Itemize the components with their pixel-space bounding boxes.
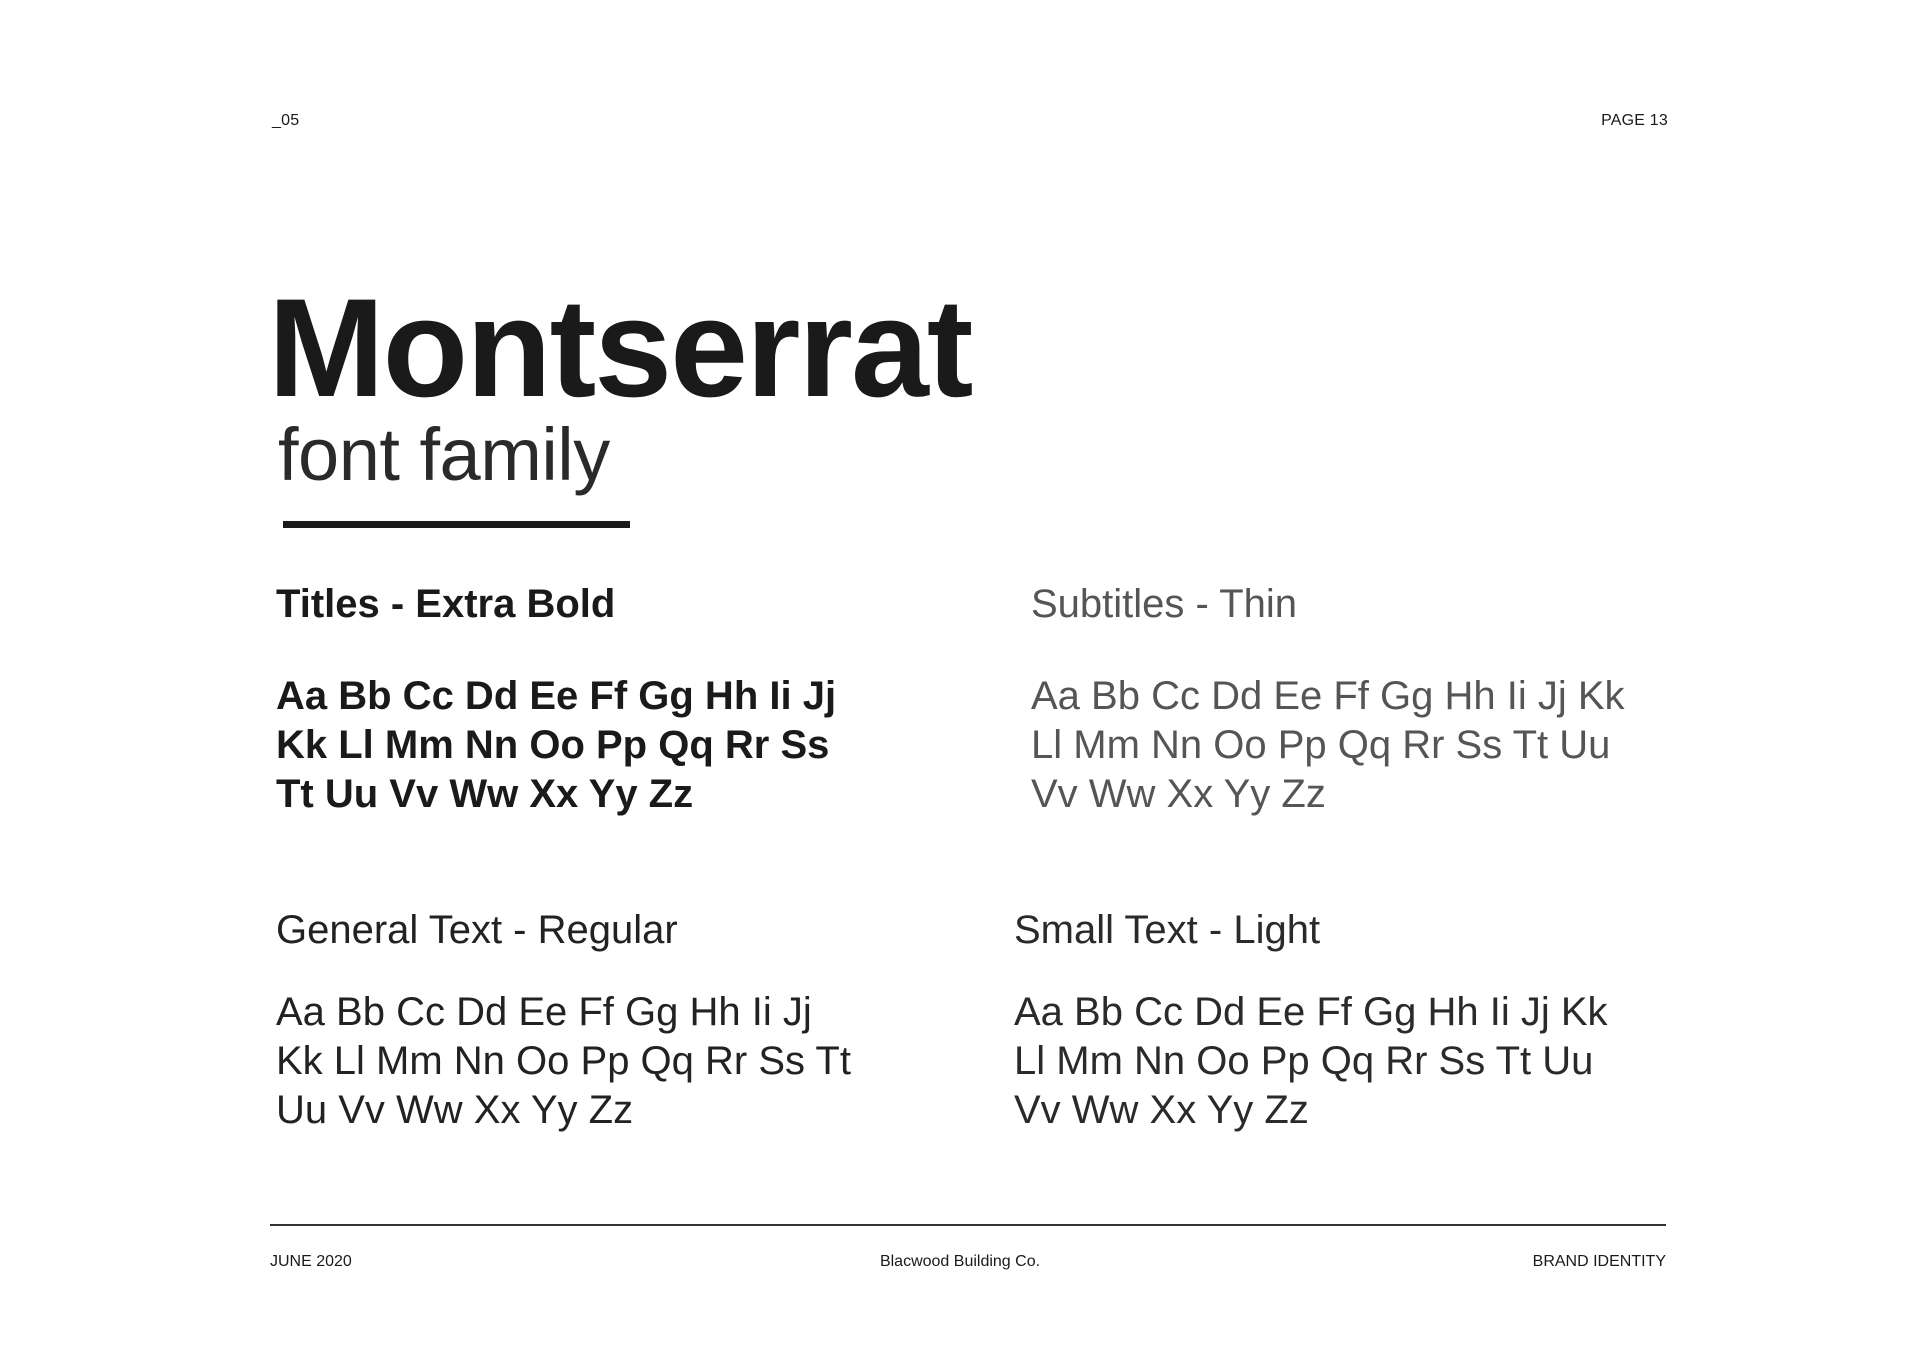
page-subtitle: font family bbox=[278, 413, 610, 496]
subtitles-heading: Subtitles - Thin bbox=[1031, 582, 1298, 626]
page-number: PAGE 13 bbox=[1601, 112, 1668, 129]
page-title: Montserrat bbox=[268, 269, 972, 426]
section-number: _05 bbox=[272, 112, 300, 129]
small-text-heading: Small Text - Light bbox=[1014, 908, 1321, 952]
footer-company: Blacwood Building Co. bbox=[879, 1253, 1041, 1270]
general-text-alphabet-sample: Aa Bb Cc Dd Ee Ff Gg Hh Ii Jj Kk Ll Mm Nn Oo Pp Qq Rr Ss Tt Uu Vv Ww Xx Yy Zz bbox=[276, 990, 851, 1132]
footer-date: JUNE 2020 bbox=[270, 1253, 352, 1270]
footer-document-type: BRAND IDENTITY bbox=[1532, 1253, 1666, 1270]
general-text-heading: General Text - Regular bbox=[276, 908, 678, 952]
footer-divider bbox=[270, 1224, 1666, 1226]
small-text-alphabet-sample: Aa Bb Cc Dd Ee Ff Gg Hh Ii Jj Kk Ll Mm Nn Oo Pp Qq Rr Ss Tt Uu Vv Ww Xx Yy Zz bbox=[1014, 990, 1608, 1132]
titles-heading: Titles - Extra Bold bbox=[276, 582, 616, 626]
title-underline bbox=[283, 521, 630, 528]
subtitles-alphabet-sample: Aa Bb Cc Dd Ee Ff Gg Hh Ii Jj Kk Ll Mm Nn Oo Pp Qq Rr Ss Tt Uu Vv Ww Xx Yy Zz bbox=[1031, 674, 1625, 816]
titles-alphabet-sample: Aa Bb Cc Dd Ee Ff Gg Hh Ii Jj Kk Ll Mm Nn Oo Pp Qq Rr Ss Tt Uu Vv Ww Xx Yy Zz bbox=[276, 674, 837, 816]
